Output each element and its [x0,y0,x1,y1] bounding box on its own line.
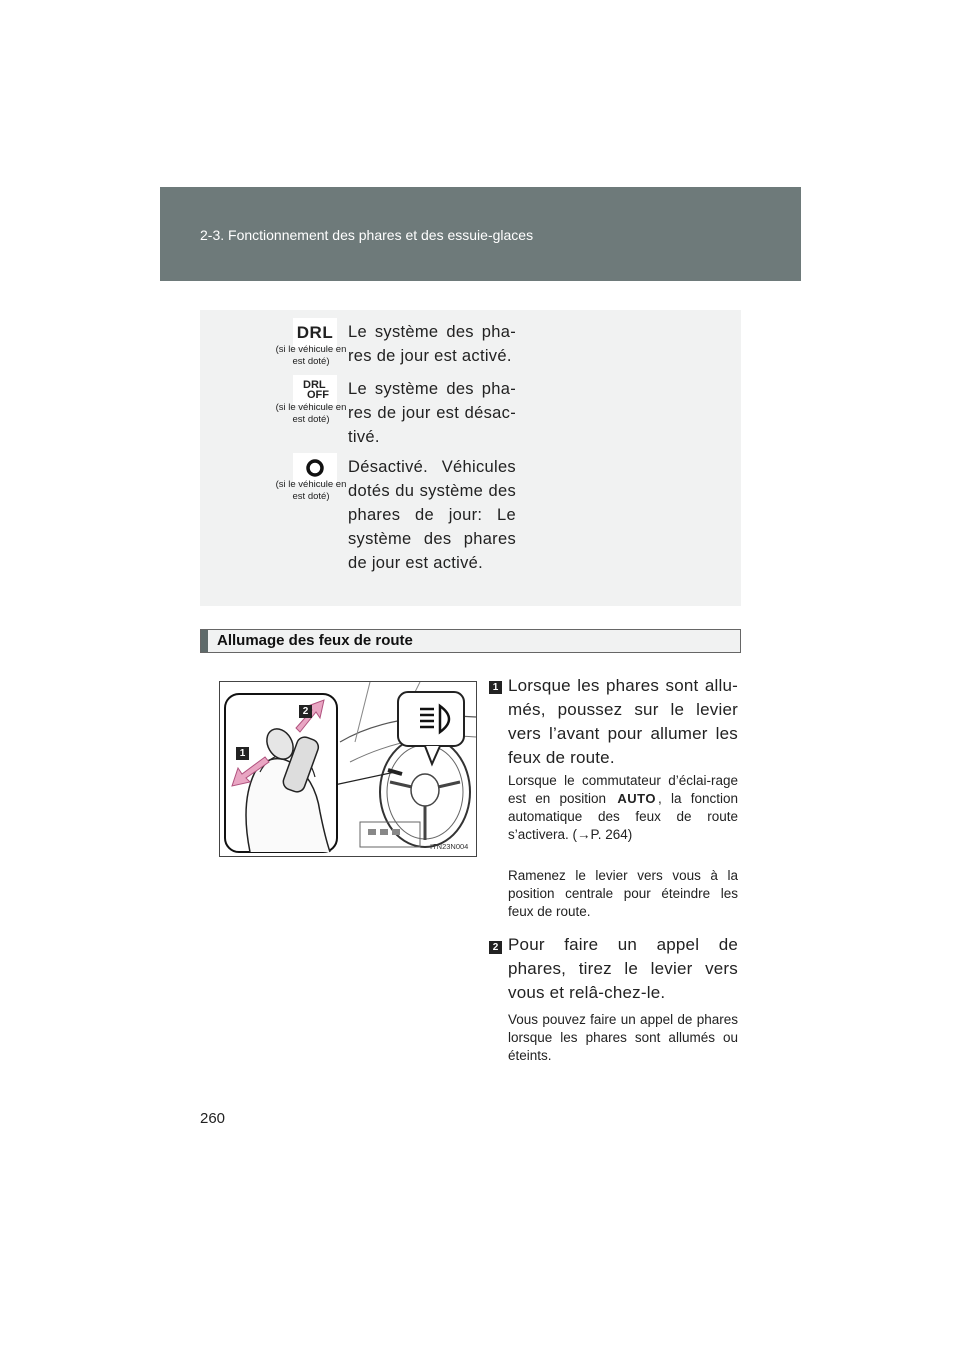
drl-off-icon-bottom: OFF [307,389,329,401]
step-2-text: Pour faire un appel de phares, tirez le levier vers vous et relâ-chez-le. [508,935,738,1002]
section-heading-text: Allumage des feux de route [217,632,413,649]
chapter-title: 2-3. Fonctionnement des phares et des essuie-glaces [200,227,534,243]
step-1-note-before: Lorsque le commutateur d’éclai-rage est en position [508,773,738,806]
section-heading-bar [201,630,208,652]
lever-illustration-drawing [220,682,476,856]
drl-icon-label: DRL [296,323,334,342]
step-badge-2: 2 [489,941,502,954]
mode-text: Le système des pha-res de jour est activé. [348,323,516,365]
mode-note: (si le véhicule en est doté) [275,479,347,502]
drl-off-icon-top: DRL [303,379,326,391]
mode-text: Désactivé. Véhicules dotés du système des phares de jour: Le système des phares de jour est activé. [348,458,516,572]
step-1-text: Lorsque les phares sont allu-més, poussez sur le levier vers l’avant pour allumer les feux de route. [508,676,738,767]
page-number: 260 [200,1110,226,1127]
step-badge-1: 1 [489,681,502,694]
mode-note: (si le véhicule en est doté) [275,402,347,425]
callout-badge-2: 2 [299,705,312,718]
drl-off-icon [293,375,337,405]
callout-badge-1: 1 [236,747,249,760]
step-2-note: Vous pouvez faire un appel de phares lorsque les phares sont allumés ou éteints. [508,1012,738,1063]
chapter-header [160,187,801,281]
mode-text: Le système des pha-res de jour est désac-tivé. [348,380,516,446]
lever-illustration [219,681,477,857]
auto-icon: AUTO [617,791,656,806]
section-heading [200,629,741,653]
illustration-code: ITN23N004 [430,842,469,851]
step-1-note-after: , la fonction automatique des feux de route s’activera. (→P. 264) [508,791,739,842]
step-1-note [508,772,738,844]
step-1-note-2: Ramenez le levier vers vous à la position centrale pour éteindre les feux de route. [508,868,738,919]
mode-note: (si le véhicule en est doté) [275,344,347,367]
